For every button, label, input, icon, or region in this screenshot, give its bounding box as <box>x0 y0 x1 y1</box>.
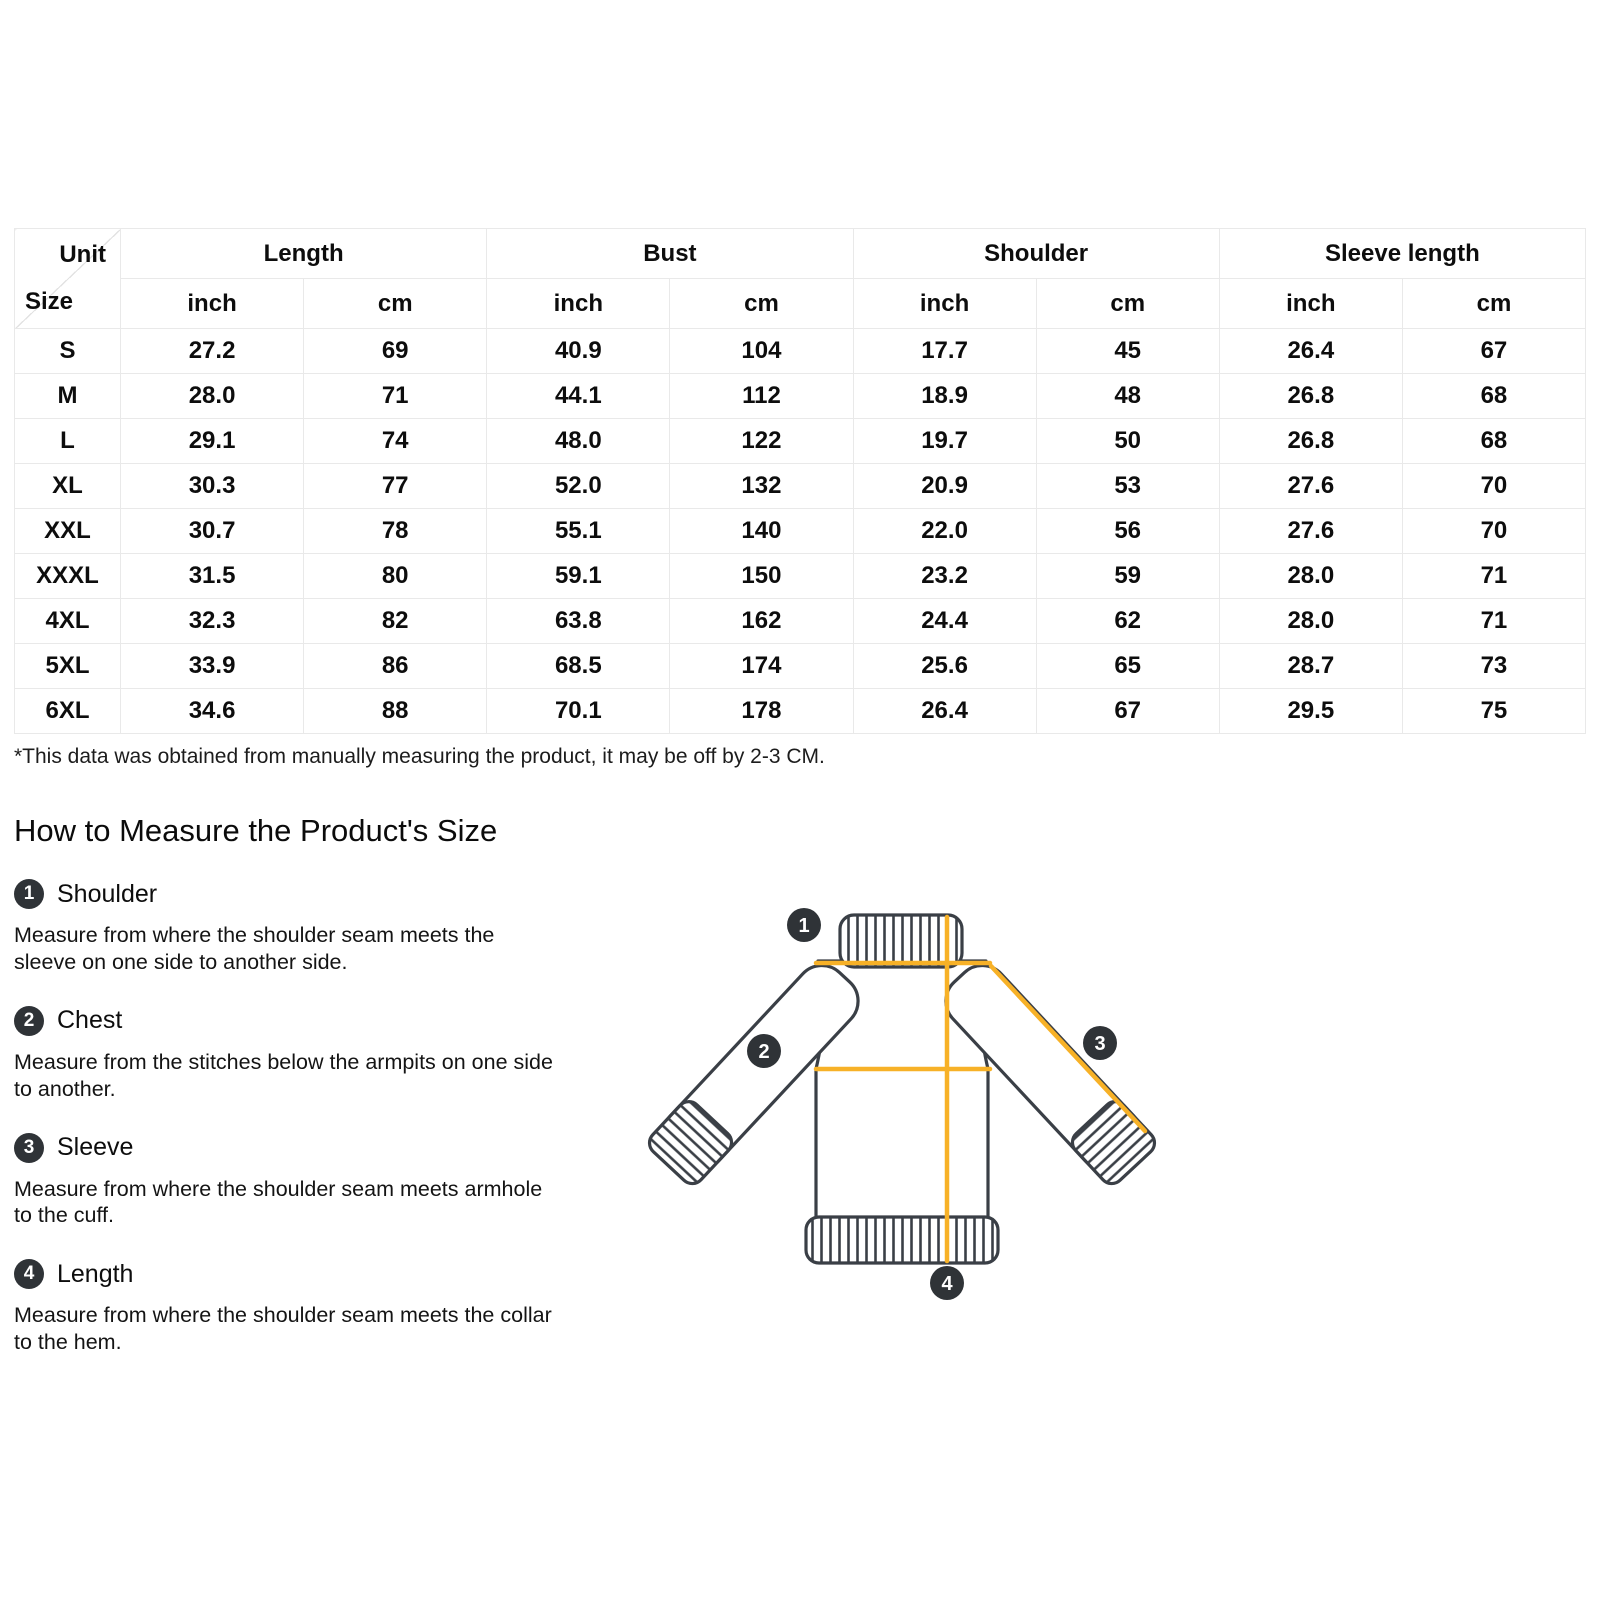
step-number-badge: 2 <box>14 1006 44 1036</box>
measurement-cell: 33.9 <box>121 644 304 689</box>
measurement-cell: 18.9 <box>853 374 1036 419</box>
step-description: Measure from where the shoulder seam meets the collar to the hem. <box>14 1303 552 1355</box>
table-row <box>15 599 1586 644</box>
measurement-cell: 27.6 <box>1219 509 1402 554</box>
measurement-cell: 75 <box>1402 689 1585 734</box>
step-description: Measure from where the shoulder seam meets the sleeve on one side to another side. <box>14 923 495 974</box>
unit-header-inch: inch <box>487 279 670 329</box>
unit-header-cm: cm <box>1036 279 1219 329</box>
step-description: Measure from where the shoulder seam meets armhole to the cuff. <box>14 1176 543 1228</box>
measurement-cell: 122 <box>670 419 853 464</box>
measurement-cell: 55.1 <box>487 509 670 554</box>
step-number-badge: 3 <box>14 1133 44 1163</box>
measurement-cell: 86 <box>304 644 487 689</box>
measurement-cell: 78 <box>304 509 487 554</box>
measurement-cell: 26.8 <box>1219 419 1402 464</box>
howto-heading: How to Measure the Product's Size <box>14 813 498 848</box>
measurement-cell: 50 <box>1036 419 1219 464</box>
table-row <box>15 464 1586 509</box>
measurement-cell: 20.9 <box>853 464 1036 509</box>
size-label: L <box>15 419 121 464</box>
measure-steps <box>14 849 574 1356</box>
measurement-cell: 70 <box>1402 464 1585 509</box>
step-number-badge: 1 <box>14 879 44 909</box>
step-title: Length <box>57 1259 134 1288</box>
table-row <box>15 644 1586 689</box>
measurement-cell: 26.8 <box>1219 374 1402 419</box>
unit-header-inch: inch <box>1219 279 1402 329</box>
measurement-cell: 150 <box>670 554 853 599</box>
measurement-cell: 68 <box>1402 419 1585 464</box>
measurement-cell: 40.9 <box>487 329 670 374</box>
measurement-cell: 28.0 <box>1219 599 1402 644</box>
measurement-cell: 112 <box>670 374 853 419</box>
measure-step-chest <box>14 1006 574 1103</box>
measurement-cell: 67 <box>1402 329 1585 374</box>
unit-header-cm: cm <box>1402 279 1585 329</box>
column-header-length: Length <box>121 229 487 279</box>
svg-text:4: 4 <box>941 1273 953 1295</box>
measurement-cell: 31.5 <box>121 554 304 599</box>
table-row <box>15 374 1586 419</box>
measurement-cell: 65 <box>1036 644 1219 689</box>
measurement-cell: 69 <box>304 329 487 374</box>
step-title: Sleeve <box>57 1133 134 1161</box>
size-label: 6XL <box>15 689 121 734</box>
corner-unit-label: Unit <box>59 241 106 268</box>
measurement-cell: 28.7 <box>1219 644 1402 689</box>
measurement-cell: 82 <box>304 599 487 644</box>
sweater-diagram-container <box>592 863 1212 1308</box>
sweater-diagram <box>592 863 1212 1303</box>
table-row <box>15 509 1586 554</box>
measurement-cell: 59 <box>1036 554 1219 599</box>
measurement-cell: 26.4 <box>1219 329 1402 374</box>
measurement-cell: 140 <box>670 509 853 554</box>
diagram-badge-2 <box>747 1034 781 1068</box>
unit-header-cm: cm <box>670 279 853 329</box>
size-label: S <box>15 329 121 374</box>
measurement-cell: 52.0 <box>487 464 670 509</box>
measurement-cell: 27.6 <box>1219 464 1402 509</box>
table-row <box>15 554 1586 599</box>
corner-cell <box>15 229 121 329</box>
measurement-cell: 67 <box>1036 689 1219 734</box>
measurement-cell: 28.0 <box>121 374 304 419</box>
table-row <box>15 329 1586 374</box>
measurement-cell: 32.3 <box>121 599 304 644</box>
measurement-cell: 23.2 <box>853 554 1036 599</box>
measurement-cell: 53 <box>1036 464 1219 509</box>
svg-text:2: 2 <box>758 1041 770 1063</box>
measurement-cell: 71 <box>304 374 487 419</box>
measurement-cell: 28.0 <box>1219 554 1402 599</box>
size-table-body <box>15 329 1586 734</box>
sweater-collar <box>840 915 962 967</box>
size-label: XXXL <box>15 554 121 599</box>
size-table <box>14 228 1586 734</box>
measurement-cell: 62 <box>1036 599 1219 644</box>
column-header-shoulder: Shoulder <box>853 229 1219 279</box>
measurement-cell: 162 <box>670 599 853 644</box>
measurement-cell: 34.6 <box>121 689 304 734</box>
measurement-cell: 68 <box>1402 374 1585 419</box>
measurement-cell: 48 <box>1036 374 1219 419</box>
column-header-bust: Bust <box>487 229 853 279</box>
measurement-cell: 80 <box>304 554 487 599</box>
measurement-cell: 88 <box>304 689 487 734</box>
step-title: Chest <box>57 1006 123 1035</box>
measurement-cell: 63.8 <box>487 599 670 644</box>
diagram-badge-1 <box>787 908 821 942</box>
measurement-cell: 56 <box>1036 509 1219 554</box>
measurement-cell: 70.1 <box>487 689 670 734</box>
size-label: XXL <box>15 509 121 554</box>
step-number-badge: 4 <box>14 1259 44 1289</box>
size-label: M <box>15 374 121 419</box>
corner-size-label: Size <box>25 288 74 315</box>
svg-text:1: 1 <box>798 915 810 937</box>
step-title: Shoulder <box>57 879 158 908</box>
unit-header-cm: cm <box>304 279 487 329</box>
unit-header-inch: inch <box>853 279 1036 329</box>
table-unit-header-row <box>15 279 1586 329</box>
measurement-cell: 29.1 <box>121 419 304 464</box>
measurement-footnote: *This data was obtained from manually measuring the product, it may be off by 2-3 CM. <box>14 745 825 768</box>
table-row <box>15 419 1586 464</box>
unit-header-inch: inch <box>121 279 304 329</box>
measurement-cell: 44.1 <box>487 374 670 419</box>
measurement-cell: 73 <box>1402 644 1585 689</box>
measurement-cell: 17.7 <box>853 329 1036 374</box>
measure-step-sleeve <box>14 1133 574 1230</box>
size-label: 4XL <box>15 599 121 644</box>
measurement-cell: 178 <box>670 689 853 734</box>
measurement-cell: 27.2 <box>121 329 304 374</box>
measurement-cell: 71 <box>1402 554 1585 599</box>
size-label: XL <box>15 464 121 509</box>
measurement-cell: 70 <box>1402 509 1585 554</box>
measurement-cell: 30.7 <box>121 509 304 554</box>
table-group-header-row <box>15 229 1586 279</box>
measurement-cell: 71 <box>1402 599 1585 644</box>
measurement-cell: 77 <box>304 464 487 509</box>
measurement-cell: 74 <box>304 419 487 464</box>
measurement-cell: 24.4 <box>853 599 1036 644</box>
measurement-cell: 26.4 <box>853 689 1036 734</box>
measurement-cell: 132 <box>670 464 853 509</box>
diagram-badge-3 <box>1083 1026 1117 1060</box>
svg-text:3: 3 <box>1094 1033 1106 1055</box>
measure-step-shoulder <box>14 879 574 976</box>
measurement-cell: 22.0 <box>853 509 1036 554</box>
diagram-badge-4 <box>930 1266 964 1300</box>
measurement-cell: 45 <box>1036 329 1219 374</box>
measurement-cell: 104 <box>670 329 853 374</box>
measurement-cell: 30.3 <box>121 464 304 509</box>
table-row <box>15 689 1586 734</box>
measurement-cell: 68.5 <box>487 644 670 689</box>
measurement-cell: 25.6 <box>853 644 1036 689</box>
sweater-hem <box>806 1217 998 1263</box>
measurement-cell: 19.7 <box>853 419 1036 464</box>
measurement-cell: 59.1 <box>487 554 670 599</box>
size-chart-page <box>14 228 1588 1356</box>
measurement-cell: 29.5 <box>1219 689 1402 734</box>
size-label: 5XL <box>15 644 121 689</box>
measurement-cell: 174 <box>670 644 853 689</box>
measure-section <box>14 849 1588 1356</box>
measure-step-length <box>14 1259 574 1356</box>
column-header-sleeve-length: Sleeve length <box>1219 229 1585 279</box>
measurement-cell: 48.0 <box>487 419 670 464</box>
step-description: Measure from the stitches below the armpits on one side to another. <box>14 1049 553 1101</box>
